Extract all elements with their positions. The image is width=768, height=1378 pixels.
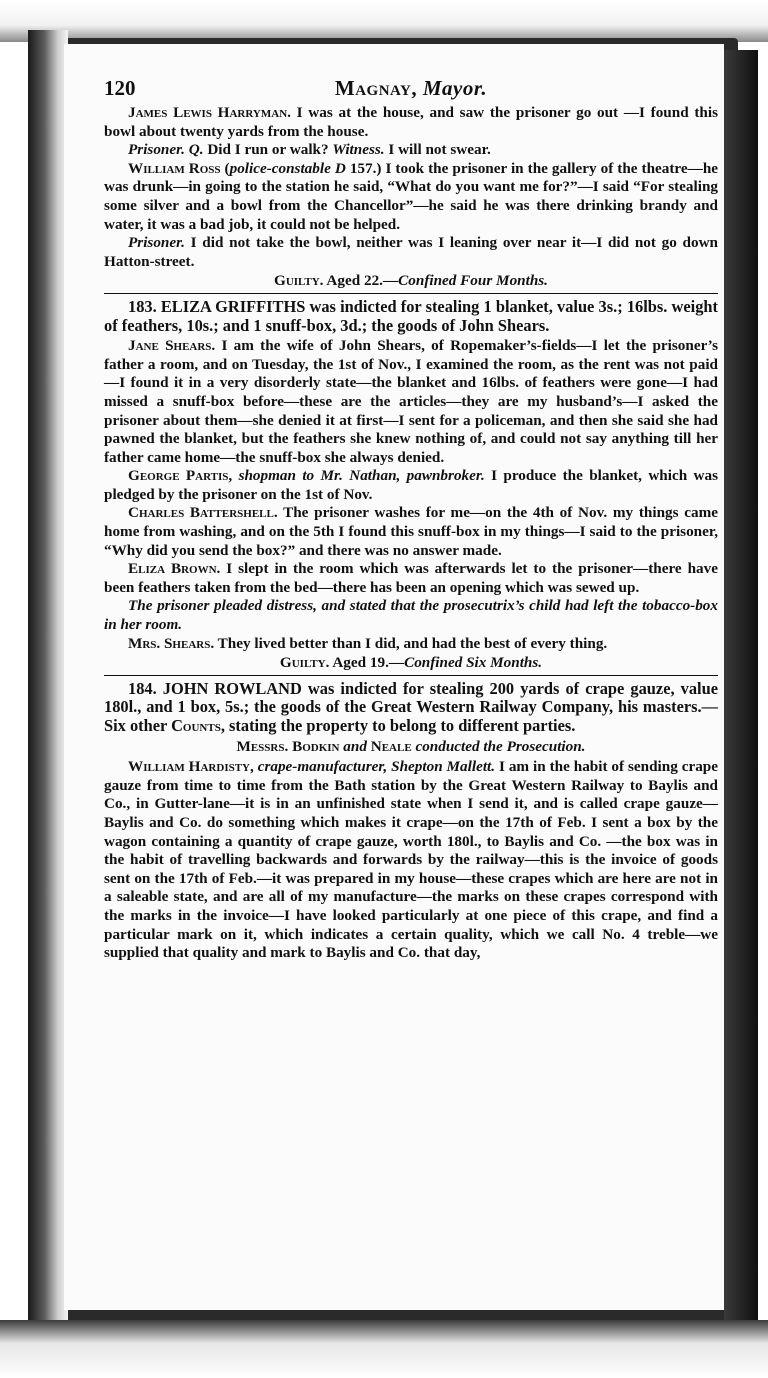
testimony-prisoner-question: Prisoner. Q. Did I run or walk? Witness. I will not swear.	[128, 141, 491, 159]
testimony-eliza-brown: Eliza Brown. I slept in the room which was afterwards let to the prisoner—there have been feathers taken from the bed—there has been an opening which was sewed up.	[104, 560, 718, 596]
speaker-name: Mrs. Shears.	[128, 634, 215, 652]
speaker-name: Eliza Brown.	[128, 560, 221, 578]
testimony-charles-battershell: Charles Battershell. The prisoner washes for me—on the 4th of Nov. my things came home from washing, and on the 5th I found this snuff-box in my things—I said to the prisoner, “Why did you send the box?” and there was no answer made.	[104, 504, 718, 559]
running-head-title: Mayor.	[422, 76, 488, 100]
speaker-name: William Ross	[128, 159, 221, 177]
defendant-name: ELIZA GRIFFITHS	[156, 296, 306, 316]
book-right-edge	[724, 50, 758, 1320]
case-number: 184.	[128, 678, 157, 698]
defendant-name: JOHN ROWLAND	[156, 678, 302, 698]
case-number: 183.	[128, 296, 157, 316]
running-head	[104, 74, 718, 102]
case-divider	[104, 675, 718, 676]
case-183-indictment: 183. ELIZA GRIFFITHS was indicted for stealing 1 blanket, value 3s.; 16lbs. weight of feathers, 10s.; and 1 snuff-box, 3d.; the goods of John Shears.	[104, 296, 718, 335]
speaker-name: George Partis,	[128, 467, 233, 485]
case-184-indictment: 184. JOHN ROWLAND was indicted for stealing 200 yards of crape gauze, value 180l., and 1 box, 5s.; the goods of the Great Western Railway Company, his masters.—Six other Counts, stating the property to belong to different parties.	[104, 678, 718, 735]
verdict-line: Guilty. Aged 19.—Confined Six Months.	[279, 654, 543, 672]
scan-bottom-margin	[0, 1320, 768, 1378]
testimony-ross: William Ross (police-constable D 157.) I took the prisoner in the gallery of the theatre—he was drunk—in going to the station he said, “What do you want me for?”—I said “For stealing some silver and a bowl from the Chancellor”—he said he was there drinking brandy and water, it was a bad job, it could not be helped.	[104, 159, 719, 233]
speaker-name: James Lewis Harryman.	[128, 104, 291, 121]
page-header	[104, 74, 718, 104]
page-text	[104, 74, 718, 963]
speaker-name: Charles Battershell.	[128, 504, 278, 522]
testimony-william-hardisty: William Hardisty, crape-manufacturer, Shepton Mallett. I am in the habit of sending crape gauze from time to time from the Bath station by the Great Western Railway to Baylis and Co., in Gutter-lane—it is in an unfinished state when I send it, and is called crape gauze—Baylis and Co. do something which makes it crape—on the 17th of Feb. I sent a box by the wagon containing a quantity of crape gauze, worth 180l., to Baylis and Co. —the box was in the habit of travelling backwards and forwards by the railway—this is the invoice of goods sent on the 17th of Feb.—it was prepared in my house—these crapes which are here are not in a saleable state, and are all of my manufacture—the marks on these crapes correspond with the marks in the invoice—I have looked particularly at one piece of this crape, and find a particular mark on it, which indicates a certain quality, which we call No. 4 treble—we supplied that quality and mark to Baylis and Co. that day,	[104, 758, 718, 962]
speaker-name: William Hardisty,	[128, 758, 254, 776]
page-number: 120	[104, 76, 136, 100]
testimony-prisoner-statement: Prisoner. I did not take the bowl, neither was I leaning over near it—I did not go down Hatton-street.	[104, 234, 718, 270]
testimony-george-partis: George Partis, shopman to Mr. Nathan, pawnbroker. I produce the blanket, which was pledged by the prisoner on the 1st of Nov.	[104, 467, 718, 503]
prisoner-defence: The prisoner pleaded distress, and stated that the prosecutrix’s child had left the tobacco-box in her room.	[104, 597, 718, 634]
case-divider	[104, 293, 718, 294]
testimony-jane-shears: Jane Shears. I am the wife of John Shears, of Ropemaker’s-fields—I let the prisoner’s father a room, and on Tuesday, the 1st of Nov., I examined the room, as the rent was not paid—I found it in a very disorderly state—the blanket and 16lbs. of feathers were gone—I had missed a snuff-box before—these are the articles—they are my husband’s—I asked the prisoner about them—she denied it at first—I sent for a policeman, and then she said she had pawned the blanket, but the feathers she knew nothing of, and could not say anything till her father came home—the snuff-box she always denied.	[104, 337, 718, 466]
counsel-line: Messrs. Bodkin and Neale conducted the Prosecution.	[236, 737, 586, 755]
speaker-name: Jane Shears.	[128, 337, 216, 355]
running-head-name: Magnay,	[334, 76, 418, 100]
verdict-line: Guilty. Aged 22.—Confined Four Months.	[274, 272, 548, 290]
testimony-mrs-shears: Mrs. Shears. They lived better than I did, and had the best of every thing.	[128, 634, 608, 652]
scan-top-margin	[0, 0, 768, 42]
testimony-harryman: James Lewis Harryman. I was at the house, and saw the prisoner go out —I found this bowl about twenty yards from the house.	[104, 104, 718, 140]
book-binding-gutter	[28, 30, 68, 1320]
